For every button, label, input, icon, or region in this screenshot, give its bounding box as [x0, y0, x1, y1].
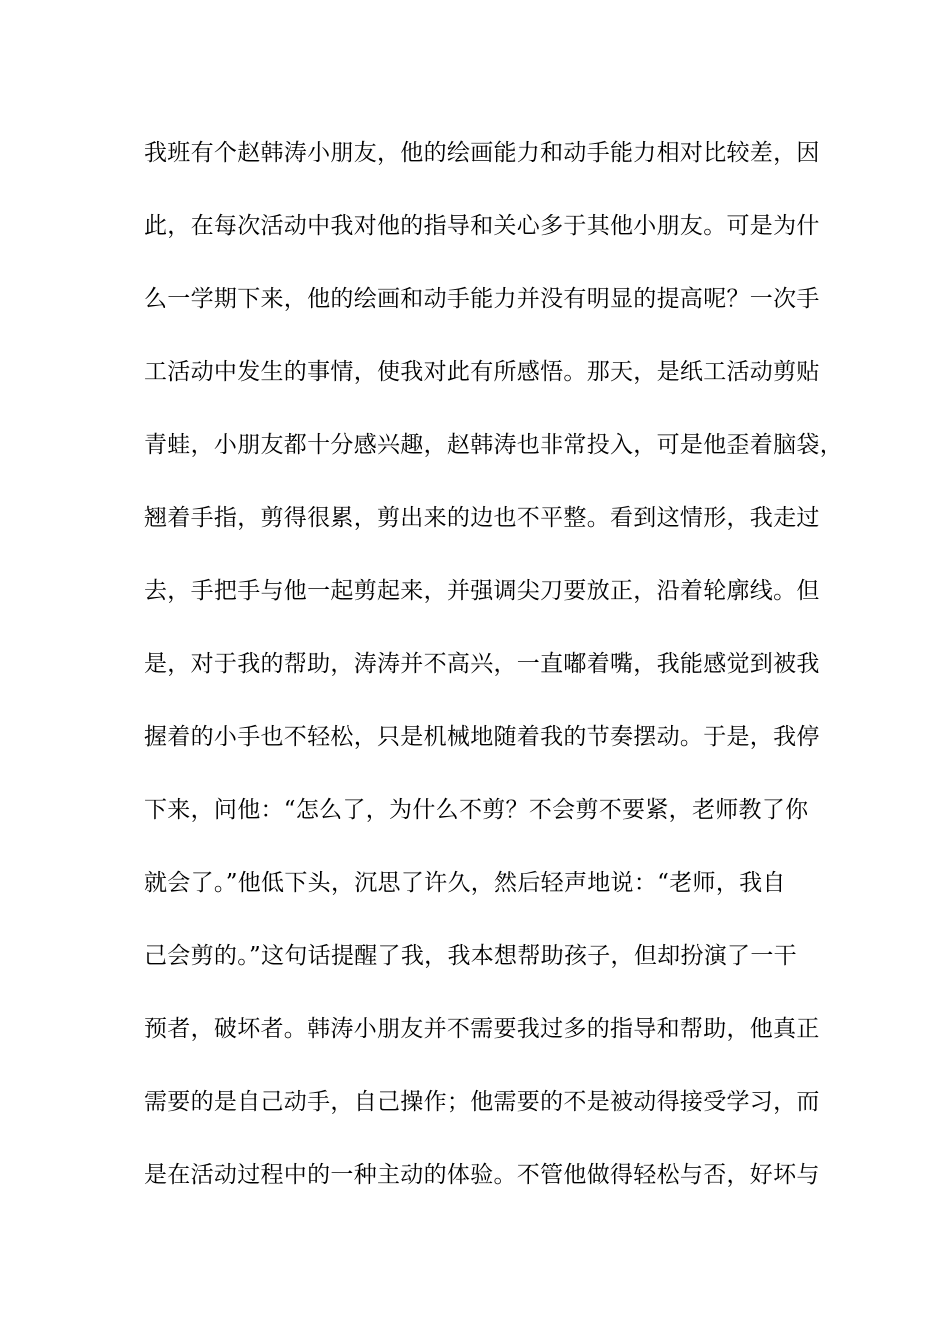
paragraph-line: 翘着手指，剪得很累，剪出来的边也不平整。看到这情形，我走过	[144, 505, 820, 531]
paragraph-line: 下来，问他：“怎么了，为什么不剪？不会剪不要紧，老师教了你	[144, 797, 809, 823]
paragraph-line: 此，在每次活动中我对他的指导和关心多于其他小朋友。可是为什	[144, 213, 820, 239]
paragraph-line: 就会了。”他低下头，沉思了许久，然后轻声地说：“老师，我自	[144, 870, 786, 896]
paragraph-line: 是在活动过程中的一种主动的体验。不管他做得轻松与否，好坏与	[144, 1162, 820, 1188]
paragraph-line: 预者，破坏者。韩涛小朋友并不需要我过多的指导和帮助，他真正	[144, 1016, 820, 1042]
paragraph-line: 青蛙，小朋友都十分感兴趣，赵韩涛也非常投入，可是他歪着脑袋，	[144, 432, 843, 458]
paragraph-line: 己会剪的。”这句话提醒了我，我本想帮助孩子，但却扮演了一干	[144, 943, 797, 969]
paragraph-line: 是，对于我的帮助，涛涛并不高兴，一直嘟着嘴，我能感觉到被我	[144, 651, 820, 677]
paragraph-line: 握着的小手也不轻松，只是机械地随着我的节奏摆动。于是，我停	[144, 724, 820, 750]
paragraph-line: 我班有个赵韩涛小朋友，他的绘画能力和动手能力相对比较差，因	[144, 140, 820, 166]
paragraph-line: 么一学期下来，他的绘画和动手能力并没有明显的提高呢？一次手	[144, 286, 820, 312]
paragraph-line: 需要的是自己动手，自己操作；他需要的不是被动得接受学习，而	[144, 1089, 820, 1115]
paragraph-line: 去，手把手与他一起剪起来，并强调尖刀要放正，沿着轮廓线。但	[144, 578, 820, 604]
paragraph-line: 工活动中发生的事情，使我对此有所感悟。那天，是纸工活动剪贴	[144, 359, 820, 385]
